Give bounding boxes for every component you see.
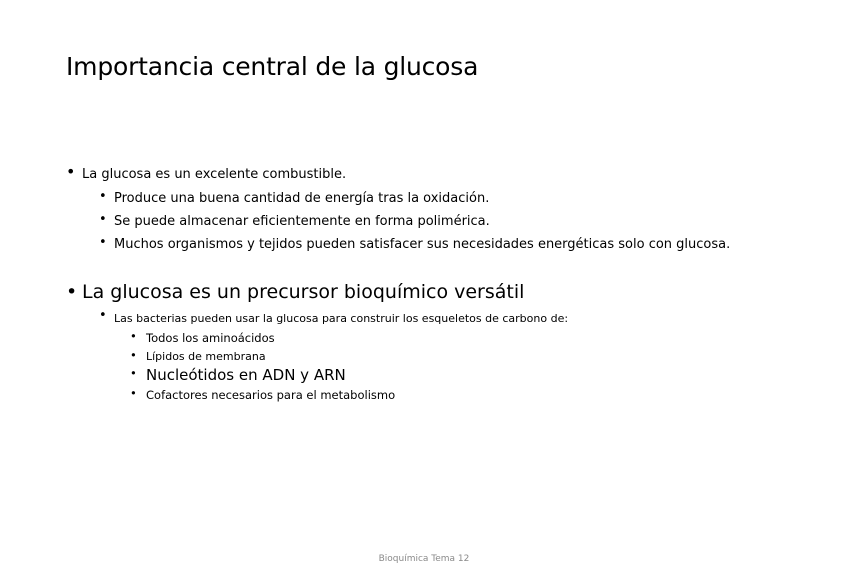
bullet-icon: • bbox=[130, 386, 137, 400]
bullet-icon: • bbox=[99, 235, 107, 250]
bullet-icon: • bbox=[99, 308, 107, 323]
bullet-item-level3: Cofactores necesarios para el metabolismo bbox=[146, 388, 396, 402]
bullet-item-level1: La glucosa es un excelente combustible. bbox=[82, 167, 347, 182]
bullet-icon: • bbox=[130, 348, 137, 362]
bullet-item-level2: Se puede almacenar eficientemente en forma polimérica. bbox=[114, 214, 490, 229]
slide-title: Importancia central de la glucosa bbox=[66, 52, 479, 81]
bullet-icon: • bbox=[130, 329, 137, 343]
bullet-item-level2: Las bacterias pueden usar la glucosa para construir los esqueletos de carbono de: bbox=[114, 312, 569, 325]
bullet-item-level1: La glucosa es un precursor bioquímico versátil bbox=[82, 281, 525, 303]
bullet-item-level3: Nucleótidos en ADN y ARN bbox=[146, 366, 346, 384]
bullet-icon: • bbox=[66, 162, 76, 181]
bullet-icon: • bbox=[130, 366, 137, 380]
slide-footer: Bioquímica Tema 12 bbox=[378, 554, 470, 564]
bullet-icon: • bbox=[99, 189, 107, 204]
bullet-icon: • bbox=[66, 281, 78, 303]
bullet-item-level3: Todos los aminoácidos bbox=[146, 331, 275, 345]
bullet-item-level2: Muchos organismos y tejidos pueden satisfacer sus necesidades energéticas solo con glucosa. bbox=[114, 237, 731, 252]
bullet-icon: • bbox=[99, 212, 107, 227]
bullet-item-level3: Lípidos de membrana bbox=[146, 350, 266, 363]
bullet-item-level2: Produce una buena cantidad de energía tras la oxidación. bbox=[114, 191, 490, 206]
